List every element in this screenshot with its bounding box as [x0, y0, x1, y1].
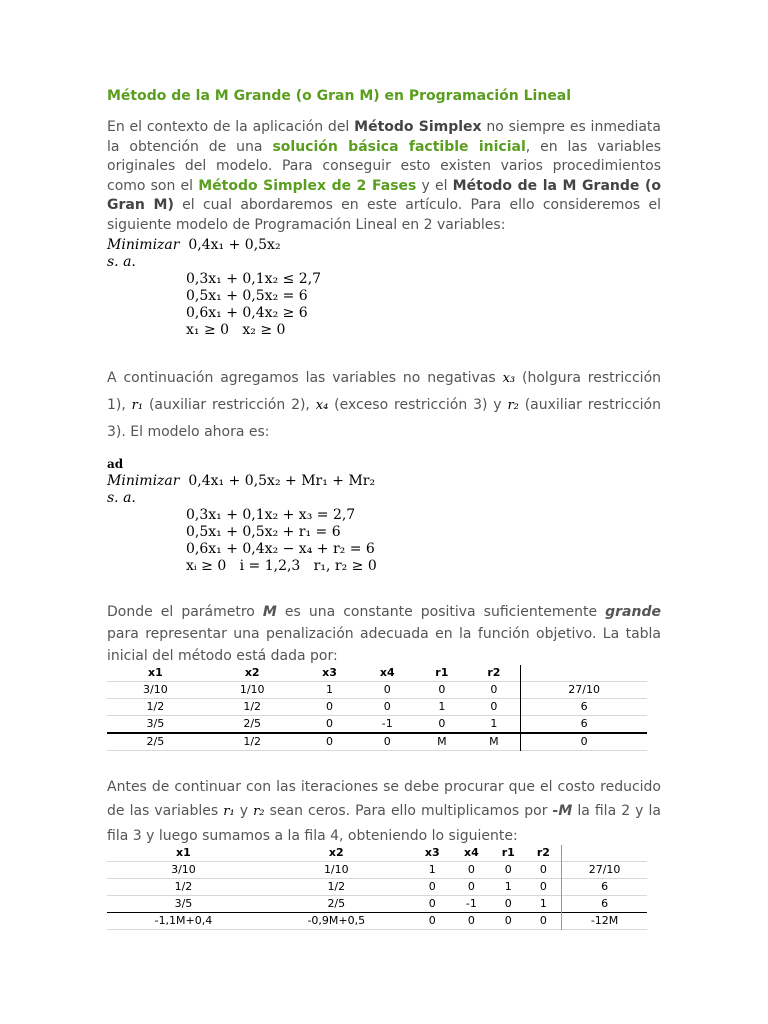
cell: 0 [526, 912, 562, 929]
header-cell: x1 [148, 666, 163, 680]
header-cell [562, 845, 647, 862]
cell: 1 [539, 897, 547, 911]
article-title: Método de la M Grande (o Gran M) en Programación Lineal [107, 88, 572, 104]
objective-word: Minimizar [107, 236, 180, 253]
cell: 2/5 [107, 733, 204, 751]
table-header-row [107, 665, 647, 682]
sa-label: s. a. [107, 253, 136, 270]
cell: 0 [413, 912, 452, 929]
cell: -12M [562, 912, 647, 929]
cell: 0 [490, 700, 498, 714]
cell: 1 [490, 717, 498, 731]
cell: -1,1M+0,4 [107, 912, 260, 929]
paragraph-variables [107, 365, 661, 446]
paragraph-iterations [107, 775, 661, 848]
table-row [107, 912, 647, 929]
cell: -1 [465, 897, 477, 911]
cell: 0 [504, 863, 512, 877]
cell: 0 [504, 897, 512, 911]
header-cell: x4 [463, 846, 479, 860]
table-row [107, 861, 647, 878]
cell: 0 [539, 863, 547, 877]
header-cell: x3 [424, 846, 440, 860]
cell: 3/5 [146, 717, 165, 731]
header-cell: r1 [501, 846, 515, 860]
header-cell [521, 665, 647, 682]
cell: 2/5 [243, 717, 262, 731]
constraint: 0,3x₁ + 0,1x₂ ≤ 2,7 [186, 270, 322, 287]
cell: 3/10 [171, 863, 196, 877]
text: no siempre es inmediata la obtención de una [107, 119, 661, 155]
link-solucion-basica[interactable]: solución básica factible inicial [272, 138, 526, 155]
cell: 0 [467, 863, 475, 877]
table-row [107, 895, 647, 912]
link-metodo-simplex[interactable]: Método Simplex [354, 119, 482, 135]
text: Antes de continuar con las iteraciones se debe procurar que el costo reducido de las variables [107, 778, 661, 819]
objective-line [107, 473, 661, 490]
header-cell: x1 [176, 846, 191, 860]
header-cell: r1 [435, 666, 449, 680]
sa-line [107, 490, 661, 507]
cell: 6 [521, 698, 647, 715]
paragraph-parameter [107, 601, 661, 667]
neg-m: -M [552, 802, 573, 819]
cell: 0 [358, 733, 416, 751]
cell: 0 [521, 733, 647, 751]
constraint: 0,3x₁ + 0,1x₂ + x₃ = 2,7 [186, 506, 356, 523]
var-r2: r₂ [253, 803, 265, 819]
cell: 0 [452, 912, 491, 929]
text: Donde el parámetro [107, 603, 263, 620]
header-cell: x2 [244, 666, 260, 680]
cell: 3/5 [174, 897, 193, 911]
cell: 0 [383, 683, 391, 697]
var-r1: r₁ [223, 803, 235, 819]
cell: 0 [438, 717, 446, 731]
cell: -0,9M+0,5 [260, 912, 413, 929]
cell: -1 [381, 717, 393, 731]
cell: 1/2 [243, 700, 262, 714]
var-x3: x₃ [502, 370, 516, 386]
text: es una constante positiva suficientemente [276, 603, 606, 620]
text: , en las variables originales del modelo. Para conseguir esto existen varios procedimientos como son el [107, 138, 661, 194]
table-row [107, 681, 647, 698]
header-cell: r2 [536, 846, 550, 860]
objective-expression: 0,4x₁ + 0,5x₂ [188, 236, 281, 253]
sa-label: s. a. [107, 489, 136, 506]
article [107, 88, 661, 930]
text: En el contexto de la aplicación del [107, 119, 355, 135]
table-row [107, 878, 647, 895]
cell: 0 [325, 717, 333, 731]
transformed-table [107, 845, 647, 930]
method-name: Método de la M Grande (o Gran M) [107, 177, 661, 214]
cell: 0 [428, 880, 436, 894]
cell: 0 [491, 912, 526, 929]
cell: 2/5 [327, 897, 346, 911]
constraint: 0,5x₁ + 0,5x₂ = 6 [186, 287, 308, 304]
cell: 27/10 [562, 861, 647, 878]
cell: 3/10 [143, 683, 168, 697]
cell: M [416, 733, 467, 751]
text: (holgura restricción 1), [107, 369, 662, 413]
header-cell: r2 [487, 666, 501, 680]
cell: 0 [301, 733, 359, 751]
cell: 1 [428, 863, 436, 877]
cell: 1/2 [146, 700, 165, 714]
table-row [107, 715, 647, 733]
cell: 0 [490, 683, 498, 697]
var-r1: r₁ [131, 397, 144, 413]
model-1 [107, 237, 661, 339]
var-r2: r₂ [507, 397, 519, 413]
table-row [107, 733, 647, 751]
cell: 0 [383, 700, 391, 714]
constraint: 0,6x₁ + 0,4x₂ − x₄ + r₂ = 6 [186, 540, 375, 557]
word-grande: grande [605, 603, 661, 620]
ad-label: ad [107, 456, 124, 471]
cell: 1 [504, 880, 512, 894]
constraint: 0,6x₁ + 0,4x₂ ≥ 6 [186, 304, 308, 321]
cell: 0 [428, 897, 436, 911]
cell: M [467, 733, 520, 751]
text: y el [416, 177, 453, 194]
cell: 6 [562, 895, 647, 912]
intro-paragraph [107, 118, 661, 236]
cell: 1/2 [174, 880, 193, 894]
cell: 1 [325, 683, 333, 697]
cell: 0 [438, 683, 446, 697]
text: la fila 2 y la fila 3 y luego sumamos a la fila 4, obteniendo lo siguiente: [107, 802, 661, 844]
sa-line [107, 254, 661, 271]
text: (auxiliar restricción 2), [143, 396, 316, 413]
constraint: xᵢ ≥ 0 i = 1,2,3 r₁, r₂ ≥ 0 [186, 557, 377, 574]
cell: 27/10 [521, 681, 647, 698]
constraint: x₁ ≥ 0 x₂ ≥ 0 [186, 321, 286, 338]
table-row [107, 698, 647, 715]
text: sean ceros. Para ello multiplicamos por [264, 802, 553, 819]
cell: 1/2 [327, 880, 346, 894]
objective-word: Minimizar [107, 472, 180, 489]
cell: 6 [562, 878, 647, 895]
objective-expression: 0,4x₁ + 0,5x₂ + Mr₁ + Mr₂ [188, 472, 376, 489]
param-m: M [262, 603, 277, 620]
link-simplex-2-fases[interactable]: Método Simplex de 2 Fases [198, 177, 417, 194]
objective-line [107, 237, 661, 254]
header-cell: x4 [379, 666, 395, 680]
cell: 0 [325, 700, 333, 714]
model-2 [107, 456, 661, 575]
cell: 1/10 [323, 863, 349, 877]
header-cell: x3 [322, 666, 337, 680]
text: para representar una penalización adecuada en la función objetivo. La tabla inicial del método está dada por: [107, 625, 661, 664]
text: y [234, 802, 254, 819]
initial-table [107, 665, 647, 751]
cell: 0 [467, 880, 475, 894]
cell: 0 [539, 880, 547, 894]
cell: 1/2 [204, 733, 301, 751]
cell: 1 [438, 700, 446, 714]
header-cell: x2 [328, 846, 344, 860]
cell: 6 [521, 715, 647, 733]
var-x4: x₄ [315, 397, 329, 413]
text: el cual abordaremos en este artículo. Para ello consideremos el siguiente modelo de Programación Lineal en 2 variables: [107, 197, 661, 233]
text: A continuación agregamos las variables no negativas [107, 369, 503, 386]
text: (exceso restricción 3) y [328, 396, 508, 413]
text: (auxiliar restricción 3). El modelo ahora es: [107, 396, 661, 440]
cell: 1/10 [239, 683, 265, 697]
constraint: 0,5x₁ + 0,5x₂ + r₁ = 6 [186, 523, 341, 540]
